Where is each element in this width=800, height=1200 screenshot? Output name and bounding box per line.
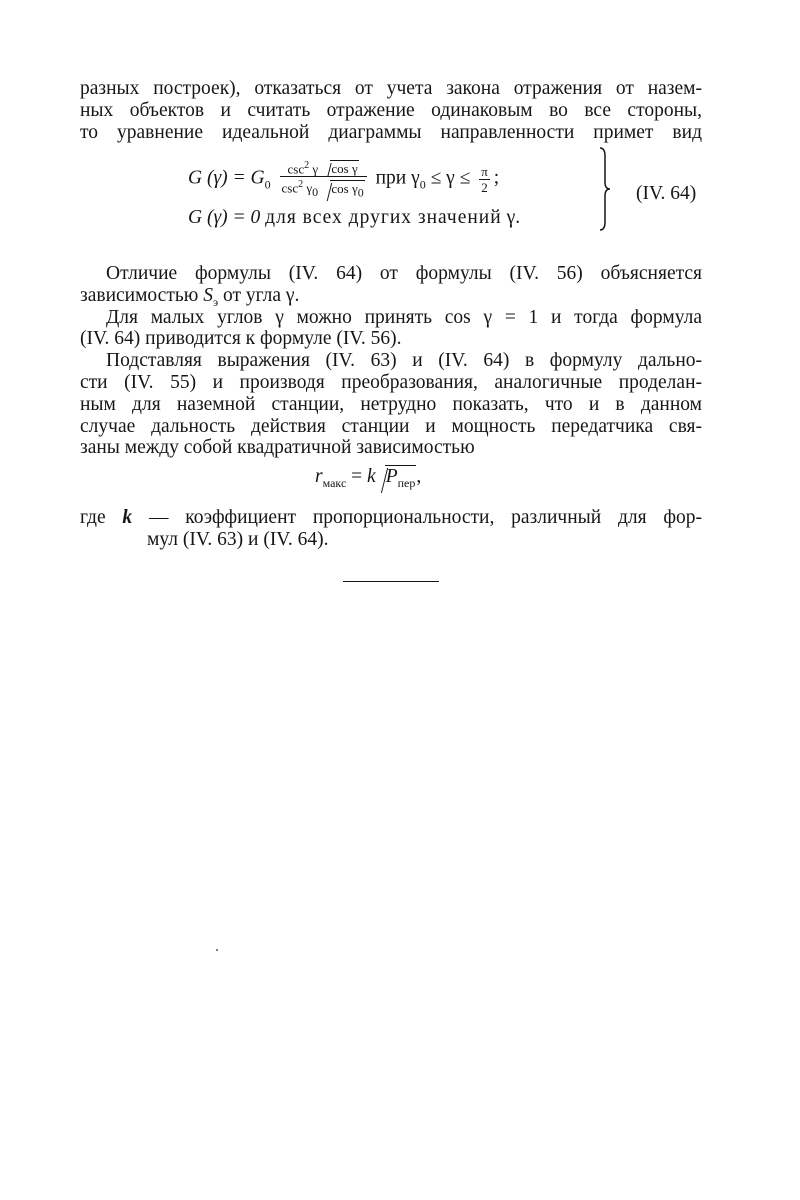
sqrt-symbol: cos γ — [321, 161, 358, 176]
text-line: случае дальность действия станции и мощность передатчика свя- — [80, 416, 702, 437]
g0-subscript: 0 — [264, 177, 271, 192]
condition-word: при — [375, 167, 407, 189]
formula-range: $r_{макс} = k$ $P_{пер}$, — [315, 466, 421, 494]
sqrt-symbol: $P_{пер}$ — [376, 466, 417, 494]
text-line: Отличие формулы (IV. 64) от формулы (IV. 56) объясняется — [106, 263, 702, 284]
text-line: заны между собой квадратичной зависимостью — [80, 437, 475, 458]
condition-relation: ≤ γ ≤ — [430, 167, 471, 189]
print-speck — [216, 949, 218, 951]
text-line: Подставляя выражения (IV. 63) и (IV. 64) в формулу дально- — [106, 350, 702, 371]
text-line: (IV. 64) приводится к формуле (IV. 56). — [80, 328, 402, 349]
right-brace-icon — [598, 146, 612, 232]
text-line: где k — коэффициент пропорциональности, различный для фор- — [80, 507, 703, 528]
formula-lhs: G (γ) = G — [188, 167, 265, 189]
text-line: разных построек), отказаться от учета закона отражения от назем- — [80, 78, 702, 99]
text-line: сти (IV. 55) и производя преобразования, аналогичные проделан- — [80, 372, 702, 393]
fraction-denominator: $\csc^2 \gamma_0$ $\cos \gamma_0$ — [280, 176, 367, 200]
formula-fraction — [280, 158, 367, 200]
sqrt-symbol: $\cos \gamma_0$ — [321, 181, 364, 201]
text-line: ных объектов и считать отражение одинаковым во все стороны, — [80, 100, 702, 121]
text-line: мул (IV. 63) и (IV. 64). — [147, 529, 329, 550]
formula-iv64-line2: G (γ) = 0 для всех других значений γ. — [188, 207, 521, 228]
pi-over-two-fraction: $\frac{\pi}{2}$ — [481, 163, 488, 195]
text-line: Для малых углов γ можно принять cos γ = 1 и тогда формула — [106, 307, 702, 328]
fraction-numerator: $\csc^2 \gamma$ cos γ — [287, 160, 358, 177]
formula-iv64-line1: G $(\gamma) = G_0$ $\frac{\csc^2 \gamma \cos \gamma}{\csc^2 \gamma_0 \cos \gamma_0}$ при $\gamma_0 \le \gamma$ ≤ $\frac{\pi}{2}$ ; — [188, 160, 500, 200]
section-end-rule — [343, 581, 439, 582]
text-line: ным для наземной станции, нетрудно показать, что и в данном — [80, 394, 702, 415]
text-line: зависимостью $S_э$ от угла γ. — [80, 285, 300, 309]
text-line: то уравнение идеальной диаграммы направленности примет вид — [80, 122, 702, 143]
equation-number: (IV. 64) — [636, 183, 697, 204]
